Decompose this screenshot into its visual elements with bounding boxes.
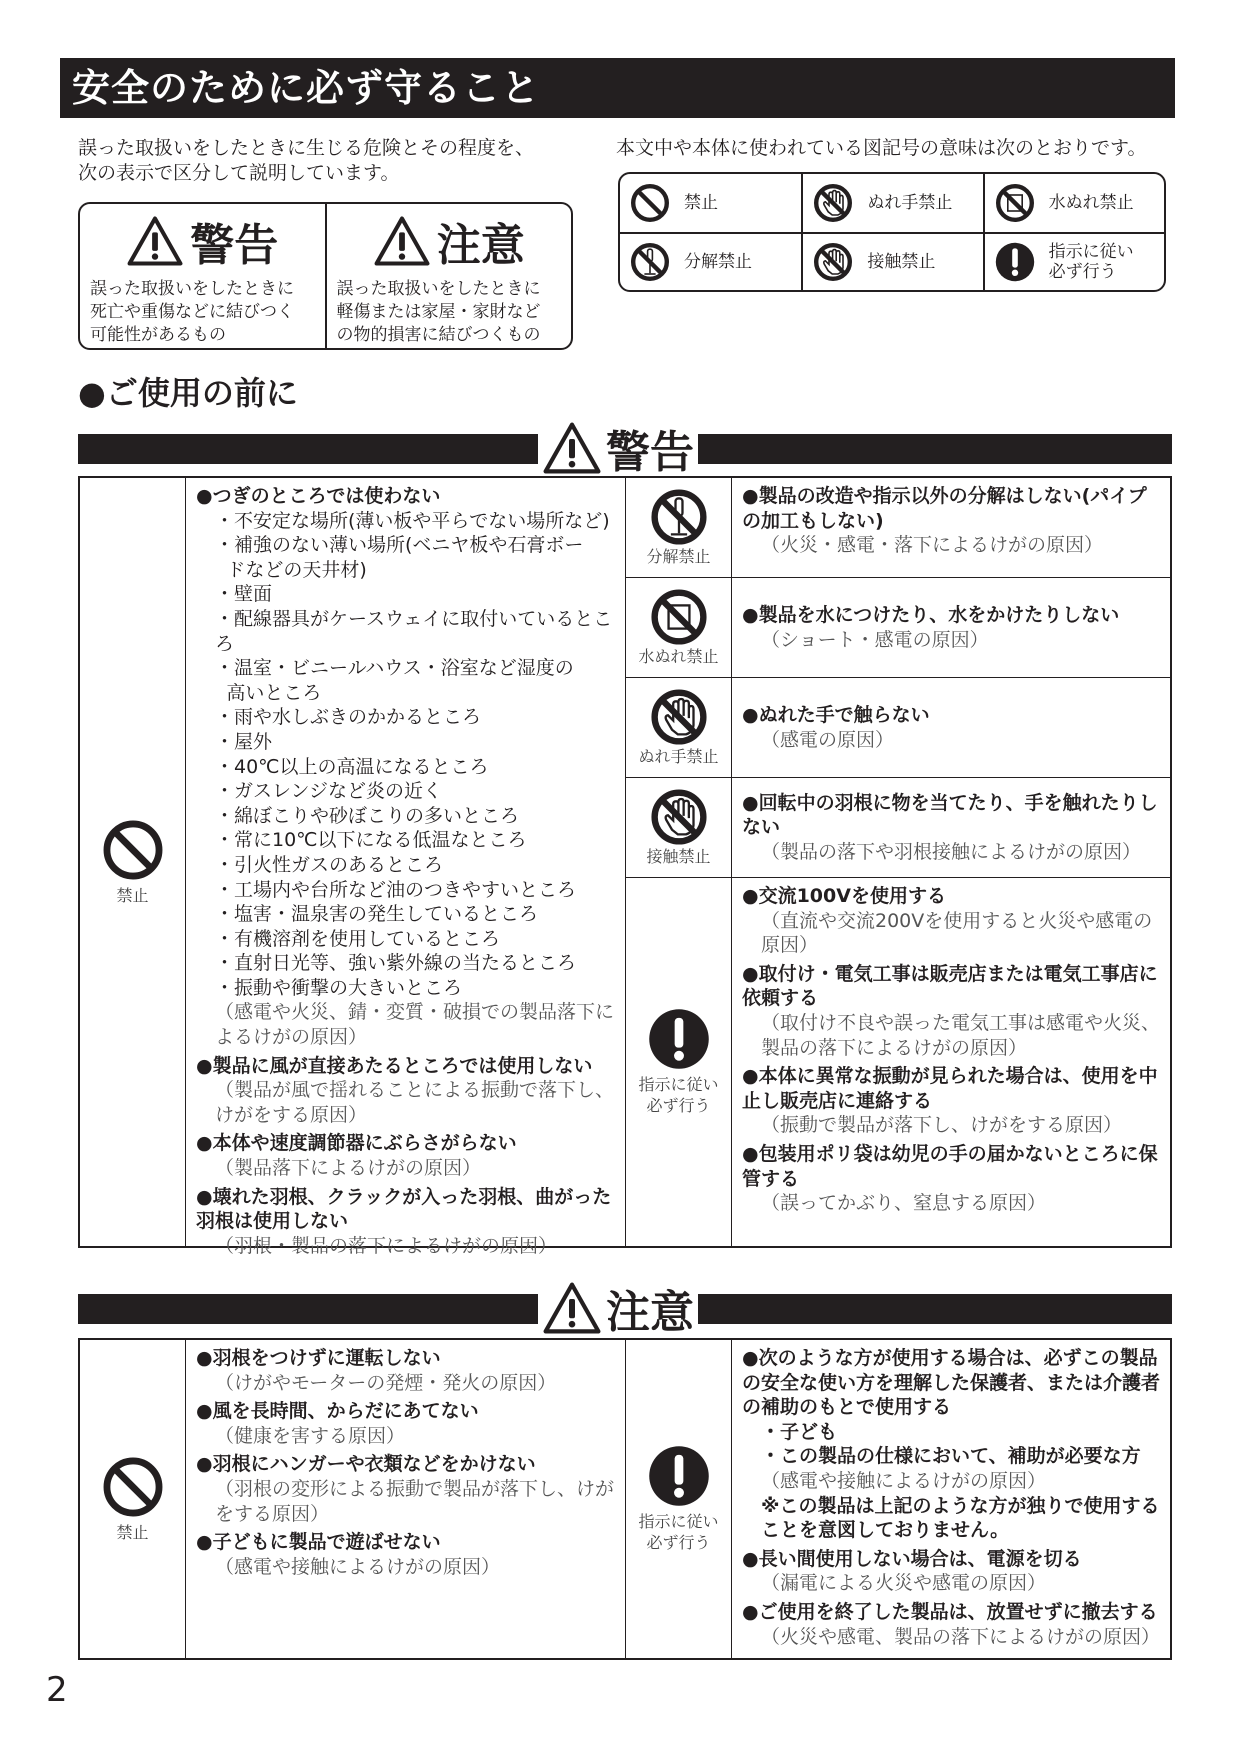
item-note: （漏電による火災や感電の原因） [761,1572,1047,1595]
item-main: ●回転中の羽根に物を当てたり、手を触れたりしない [742,791,1158,839]
item-main: ●包装用ポリ袋は幼児の手の届かないところに保管する [742,1142,1158,1190]
warning-prohibited-list [186,478,626,1257]
item-sub: ・塩害・温泉害の発生しているところ [215,903,539,926]
symbol-label: 禁止 [684,193,718,213]
caution-prohibited-list [186,1340,626,1658]
list-item [196,1452,615,1526]
table-row [626,578,1170,678]
item-remark: ※この製品は上記のような方が独りで使用することを意図しておりません。 [761,1494,1160,1542]
level-warning [80,204,325,348]
prohibited-icon [102,1456,164,1518]
row-text [732,778,1170,877]
list-item [196,1399,615,1448]
list-item [742,1142,1160,1216]
symbol-no-water [983,174,1164,232]
list-item [196,1346,615,1395]
prohibited-cell [80,478,186,1246]
item-main: ●壊れた羽根、クラックが入った羽根、曲がった羽根は使用しない [196,1185,612,1233]
item-main: ●製品に風が直接あたるところでは使用しない [196,1054,593,1077]
level-desc-line: 誤った取扱いをしたときに [90,279,294,299]
item-sub: ドなどの天井材) [226,558,367,581]
item-note: （火災・感電・落下によるけがの原因） [761,534,1104,557]
list-item [196,1185,615,1259]
item-note: （火災や感電、製品の落下によるけがの原因） [761,1625,1161,1648]
level-desc-line: 可能性があるもの [90,325,226,345]
no-wet-hands-icon [650,688,708,746]
item-main: ●風を長時間、からだにあてない [196,1400,479,1423]
item-note: （感電の原因） [761,728,895,751]
level-desc-line: 死亡や重傷などに結びつく [90,302,294,322]
no-water-icon [995,183,1035,223]
icon-cell [626,578,732,677]
table-row [626,778,1170,878]
symbol-label: 接触禁止 [867,252,936,272]
item-main: ●本体に異常な振動が見られた場合は、使用を中止し販売店に連絡する [742,1065,1158,1112]
item-note: （羽根の変形による振動で製品が落下し、けがをする原因） [215,1477,615,1525]
warning-triangle-icon [373,215,431,267]
icon-cell [626,778,732,877]
item-note: （感電や火災、錆・変質・破損での製品落下によるけがの原因） [215,1001,615,1049]
mandatory-icon [648,1008,710,1070]
icon-cell [626,678,732,777]
item-sub: ・温室・ビニールハウス・浴室など湿度の [215,657,574,680]
symbol-label: 水ぬれ禁止 [1048,193,1134,213]
no-disassembly-icon [630,242,670,282]
hazard-level-legend [78,202,573,350]
item-main: ●次のような方が使用する場合は、必ずこの製品の安全な使い方を理解した保護者、または介護者の補助のもとで使用する [742,1347,1161,1419]
item-main: ●子どもに製品で遊ばせない [196,1531,441,1554]
item-note: （ショート・感電の原因） [761,628,989,651]
icon-cell [626,1340,732,1658]
no-water-icon [650,588,708,646]
mandatory-icon [995,242,1035,282]
table-row [626,678,1170,778]
symbol-label: 分解禁止 [684,252,752,272]
item-note: （健康を害する原因） [215,1424,406,1447]
icon-label: 水ぬれ禁止 [638,647,719,666]
item-sub: ・工場内や台所など油のつきやすいところ [215,878,577,901]
row-text [732,478,1170,577]
item-sub: 高いところ [226,681,322,704]
warning-right-column [626,478,1170,1246]
warning-triangle-icon [542,421,602,475]
caution-band [78,1280,1172,1336]
list-item [196,1530,615,1579]
symbol-legend [618,172,1166,292]
level-desc-line: の物的損害に結びつくもの [336,325,541,345]
item-sub: ・振動や衝撃の大きいところ [215,976,463,999]
item-main: ●製品の改造や指示以外の分解はしない(パイプの加工もしない) [742,485,1147,532]
item-main: ●長い間使用しない場合は、電源を切る [742,1547,1082,1570]
list-item [196,484,615,1050]
icon-label: 指示に従い [638,1075,719,1094]
caution-mandatory-list [732,1340,1170,1658]
intro-line: 次の表示で区分して説明しています。 [78,162,400,184]
warning-band-label [538,420,698,476]
page-title: 安全のために必ず守ること [60,58,1175,118]
no-touch-icon [813,242,853,282]
icon-label: 分解禁止 [646,547,711,566]
icon-label: 必ず行う [646,1533,711,1552]
mandatory-icon [648,1445,710,1507]
item-note: （感電や接触によるけがの原因） [761,1469,1047,1492]
band-label-text: 注意 [606,1287,694,1338]
list-item [742,884,1160,958]
item-note: （直流や交流200Vを使用すると火災や感電の原因） [761,909,1153,957]
item-note: （取付け不良や誤った電気工事は感電や火災、製品の落下によるけがの原因） [761,1011,1161,1059]
item-main: ●ぬれた手で触らない [742,703,930,726]
item-main: ●羽根にハンガーや衣類などをかけない [196,1453,536,1476]
item-main: ●ご使用を終了した製品は、放置せずに撤去する [742,1600,1158,1623]
symbol-label-line: 指示に従い [1048,242,1134,262]
item-main: ●交流100Vを使用する [742,885,946,907]
item-sub: ・不安定な場所(薄い板や平らでない場所など) [215,509,610,532]
symbol-no-wet-hands [801,174,982,232]
list-item [196,1054,615,1128]
intro-text-symbols: 本文中や本体に使われている図記号の意味は次のとおりです。 [616,137,1147,159]
no-touch-icon [650,788,708,846]
warning-table [78,476,1172,1257]
warning-triangle-icon [126,215,184,267]
list-item [742,962,1160,1060]
item-sub: ・この製品の仕様において、補助が必要な方 [761,1445,1141,1468]
item-sub: ・綿ぼこりや砂ぼこりの多いところ [215,804,520,827]
item-note: （振動で製品が落下し、けがをする原因） [761,1114,1123,1137]
item-note: （製品落下によるけがの原因） [215,1157,482,1180]
prohibited-cell [80,1340,186,1658]
page-number: 2 [46,1670,68,1710]
icon-label: 禁止 [116,1522,149,1542]
prohibited-icon [102,819,164,881]
band-label-text: 警告 [606,427,694,478]
item-main: ●羽根をつけずに運転しない [196,1347,441,1369]
item-sub: ・40℃以上の高温になるところ [215,755,489,778]
item-sub: ・引火性ガスのあるところ [215,853,444,876]
icon-cell [626,478,732,577]
no-wet-hands-icon [813,183,853,223]
item-main: ●本体や速度調節器にぶらさがらない [196,1132,517,1155]
icon-cell [626,878,732,1246]
icon-label: 指示に従い [638,1512,719,1531]
symbol-no-disassembly [620,232,801,290]
caution-table [78,1338,1172,1660]
icon-label: 禁止 [116,885,149,905]
list-item [742,1600,1160,1649]
list-item [742,1064,1160,1138]
symbol-label: ぬれ手禁止 [867,193,953,213]
item-sub: ・有機溶剤を使用しているところ [215,927,501,950]
symbol-prohibited [620,174,801,232]
prohibited-icon [630,183,670,223]
row-text [732,578,1170,677]
item-main: ●取付け・電気工事は販売店または電気工事店に依頼する [742,962,1158,1010]
list-item [742,1346,1160,1543]
list-item [196,1131,615,1180]
item-sub: ・配線器具がケースウェイに取付いているところ [215,607,613,655]
level-desc-line: 誤った取扱いをしたときに [336,279,541,299]
item-sub: ・直射日光等、強い紫外線の当たるところ [215,952,577,975]
level-label: 注意 [436,220,525,271]
row-text [732,878,1170,1246]
icon-label: ぬれ手禁止 [638,747,719,766]
item-note: （感電や接触によるけがの原因） [215,1555,501,1578]
symbol-mandatory [983,232,1164,290]
list-item [742,1547,1160,1596]
warning-band [78,420,1172,476]
item-main: ●製品を水につけたり、水をかけたりしない [742,603,1120,626]
item-sub: ・補強のない薄い場所(ベニヤ板や石膏ボー [215,534,584,557]
icon-label: 接触禁止 [646,847,711,866]
level-desc-line: 軽傷または家屋・家財など [336,302,541,322]
intro-line: 誤った取扱いをしたときに生じる危険とその程度を、 [78,137,535,159]
symbol-label-line: 必ず行う [1048,262,1117,282]
symbol-no-touch [801,232,982,290]
icon-label: 必ず行う [646,1096,711,1115]
section-heading: ●ご使用の前に [78,374,298,412]
item-note: （けがやモーターの発煙・発火の原因） [215,1371,557,1394]
level-label: 警告 [190,220,279,271]
table-row [626,878,1170,1246]
warning-triangle-icon [542,1281,602,1335]
row-text [732,678,1170,777]
item-sub: ・屋外 [215,730,273,753]
item-sub: ・壁面 [215,583,273,606]
item-main: ●つぎのところでは使わない [196,485,441,507]
item-sub: ・雨や水しぶきのかかるところ [215,706,482,729]
item-note: （製品が風で揺れることによる振動で落下し、けがをする原因） [215,1079,615,1126]
item-note: （製品の落下や羽根接触によるけがの原因） [761,840,1142,863]
level-caution [325,204,572,348]
item-note: （誤ってかぶり、窒息する原因） [761,1192,1047,1215]
caution-band-label [538,1280,698,1336]
intro-text-levels [78,136,598,186]
symbol-label [1049,242,1134,282]
item-sub: ・子ども [761,1420,838,1443]
table-row [626,478,1170,578]
item-sub: ・常に10℃以下になる低温なところ [215,829,527,852]
no-disassembly-icon [650,488,708,546]
item-note: （羽根・製品の落下によるけがの原因） [215,1234,558,1257]
item-sub: ・ガスレンジなど炎の近く [215,780,443,803]
